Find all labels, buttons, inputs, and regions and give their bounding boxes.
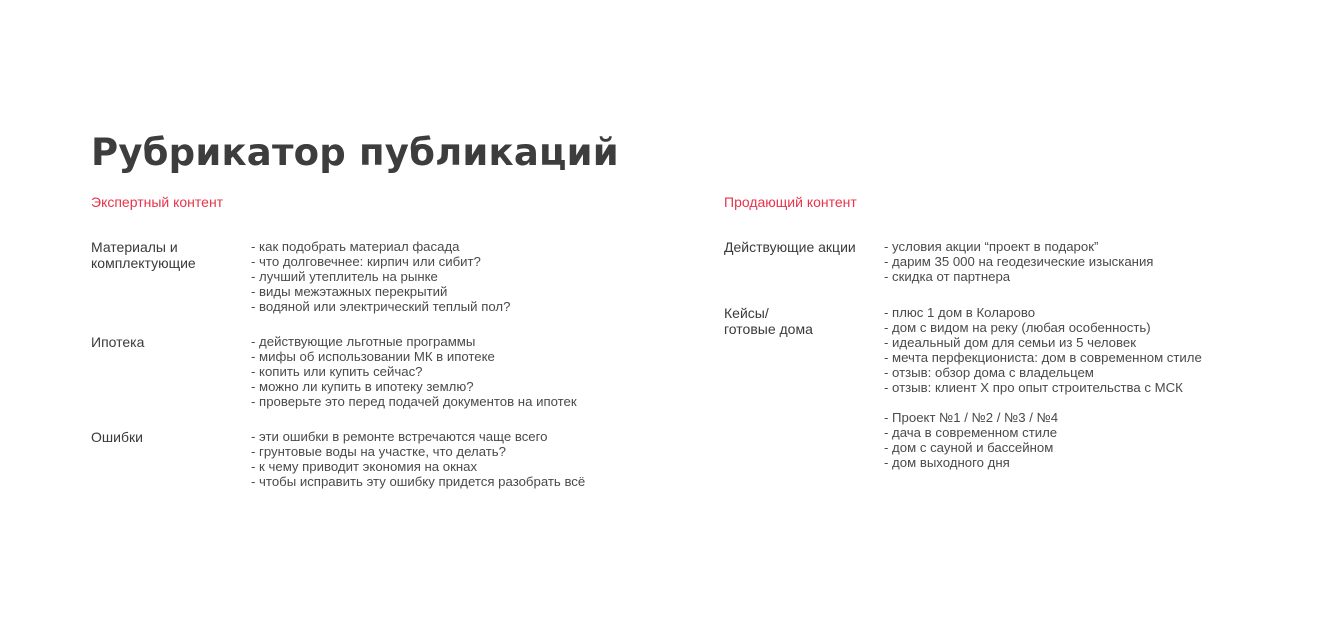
topic-item: - мечта перфекциониста: дом в современном стиле — [884, 350, 1202, 365]
category-title-line: Ошибки — [91, 429, 143, 445]
category-title-line: Кейсы/ — [724, 305, 769, 321]
category-mistakes — [91, 429, 691, 489]
topic-list — [884, 239, 1153, 284]
category-materials — [91, 239, 691, 314]
topic-list — [251, 334, 577, 409]
topic-item: - отзыв: клиент Х про опыт строительства с МСК — [884, 380, 1183, 395]
category-body — [251, 429, 585, 489]
topic-list — [251, 429, 585, 489]
category-title — [91, 239, 251, 271]
topic-item: - дом с сауной и бассейном — [884, 440, 1054, 455]
topic-item: - как подобрать материал фасада — [251, 239, 460, 254]
category-mortgage — [91, 334, 691, 409]
category-promotions — [724, 239, 1324, 284]
topic-item: - проверьте это перед подачей документов на ипотек — [251, 394, 577, 409]
topic-item: - скидка от партнера — [884, 269, 1011, 284]
selling-content-section — [724, 193, 1324, 470]
category-title-line: Действующие акции — [724, 239, 856, 255]
topic-item: - условия акции “проект в подарок” — [884, 239, 1099, 254]
topic-item: - мифы об использовании МК в ипотеке — [251, 349, 495, 364]
topic-item: - чтобы исправить эту ошибку придется разобрать всё — [251, 474, 586, 489]
topic-item: - дом с видом на реку (любая особенность) — [884, 320, 1151, 335]
topic-item: - водяной или электрический теплый пол? — [251, 299, 511, 314]
topic-list — [884, 410, 1202, 470]
topic-item: - копить или купить сейчас? — [251, 364, 423, 379]
topic-item: - можно ли купить в ипотеку землю? — [251, 379, 474, 394]
category-title — [724, 239, 884, 255]
section-heading-selling: Продающий контент — [724, 194, 857, 210]
category-cases — [724, 305, 1324, 470]
topic-item: - грунтовые воды на участке, что делать? — [251, 444, 507, 459]
page-title: Рубрикатор публикаций — [91, 131, 619, 174]
category-title-line: Материалы и — [91, 239, 178, 255]
category-title-line: комплектующие — [91, 255, 196, 271]
topic-item: - Проект №1 / №2 / №3 / №4 — [884, 410, 1059, 425]
topic-item: - идеальный дом для семьи из 5 человек — [884, 335, 1136, 350]
category-title — [724, 305, 884, 337]
topic-item: - дарим 35 000 на геодезические изыскания — [884, 254, 1154, 269]
topic-item: - действующие льготные программы — [251, 334, 476, 349]
category-body — [884, 239, 1153, 284]
category-body — [251, 239, 510, 314]
category-title — [91, 429, 251, 445]
topic-item: - виды межэтажных перекрытий — [251, 284, 448, 299]
category-body — [884, 305, 1202, 470]
topic-item: - что долговечнее: кирпич или сибит? — [251, 254, 481, 269]
topic-item: - плюс 1 дом в Коларово — [884, 305, 1036, 320]
category-title — [91, 334, 251, 350]
topic-item: - к чему приводит экономия на окнах — [251, 459, 478, 474]
topic-item: - дача в современном стиле — [884, 425, 1058, 440]
topic-item: - дом выходного дня — [884, 455, 1010, 470]
category-title-line: готовые дома — [724, 321, 813, 337]
topic-item: - эти ошибки в ремонте встречаются чаще всего — [251, 429, 548, 444]
expert-content-section — [91, 193, 691, 489]
topic-list — [251, 239, 510, 314]
topic-item: - лучший утеплитель на рынке — [251, 269, 438, 284]
topic-list — [884, 305, 1202, 395]
category-body — [251, 334, 577, 409]
section-heading-expert: Экспертный контент — [91, 194, 224, 210]
category-title-line: Ипотека — [91, 334, 145, 350]
topic-item: - отзыв: обзор дома с владельцем — [884, 365, 1094, 380]
